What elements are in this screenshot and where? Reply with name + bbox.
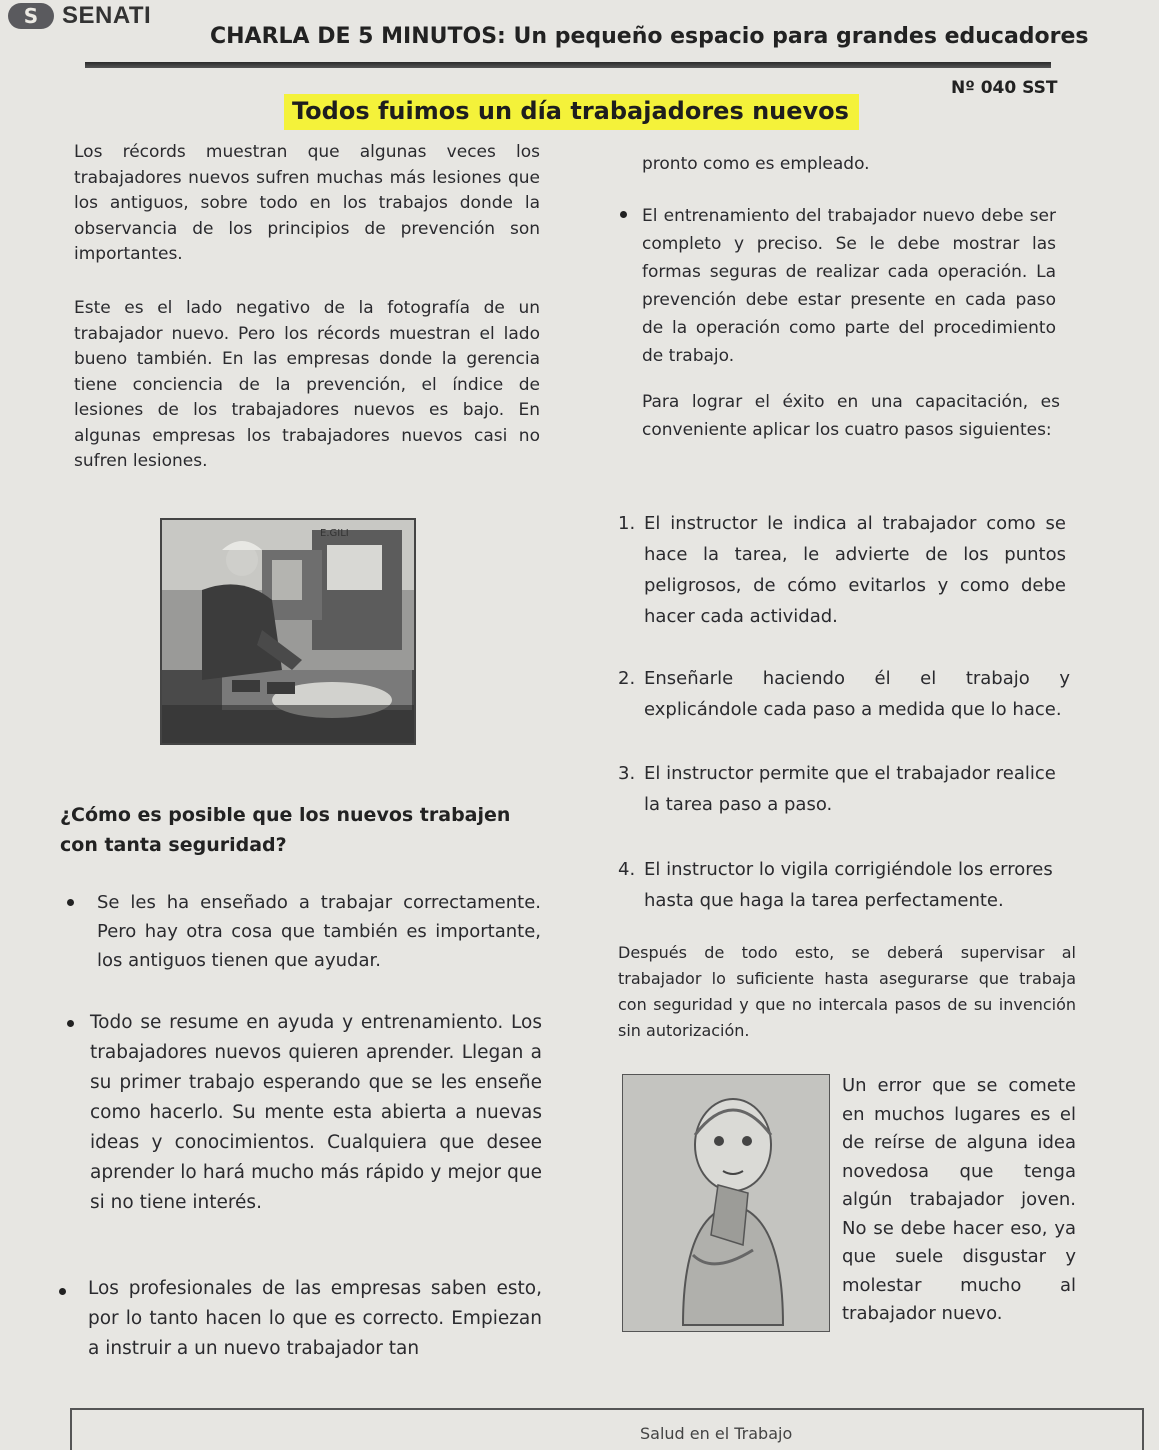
step-3-text: El instructor permite que el trabajador realice la tarea paso a paso. — [644, 763, 1056, 815]
photo-sign-text: E.GILI — [320, 528, 349, 539]
left-bullet-3: Los profesionales de las empresas saben esto, por lo tanto hacen lo que es correcto. Empiezan a instruir a un nuevo trabajador tan — [88, 1278, 542, 1359]
senati-logo — [8, 2, 151, 30]
step-3-number: 3. — [618, 763, 636, 784]
right-paragraph-1: pronto como es empleado. — [642, 154, 870, 174]
footer-text: Salud en el Trabajo — [640, 1424, 793, 1443]
talk-number: Nº 040 SST — [951, 78, 1058, 98]
right-paragraph-4: Un error que se comete en muchos lugares es el de reírse de alguna idea novedosa que tenga algún trabajador joven. No se debe hacer eso, ya que suele disgustar y molestar mucho al trabajador nuevo. — [842, 1075, 1076, 1324]
left-paragraph-2: Este es el lado negativo de la fotografía de un trabajador nuevo. Pero los récords muestran el lado bueno también. En las empresas donde la gerencia tiene conciencia de la prevención, el índice de lesiones de los trabajadores nuevos es bajo. En algunas empresas los trabajadores nuevos casi no sufren lesiones. — [74, 298, 540, 471]
footer-box — [70, 1408, 1144, 1450]
right-bullet-1: El entrenamiento del trabajador nuevo debe ser completo y preciso. Se le debe mostrar las formas seguras de realizar cada operación. La prevención debe estar presente en cada paso de la operación como parte del procedimiento de trabajo. — [642, 206, 1056, 366]
step-1-text: El instructor le indica al trabajador como se hace la tarea, le advierte de los puntos peligrosos, de cómo evitarlos y como debe hacer cada actividad. — [644, 513, 1066, 627]
header-title: CHARLA DE 5 MINUTOS: Un pequeño espacio para grandes educadores — [210, 24, 1089, 49]
left-bullet-1: Se les ha enseñado a trabajar correctamente. Pero hay otra cosa que también es importante, los antiguos tienen que ayudar. — [97, 892, 541, 971]
right-paragraph-2: Para lograr el éxito en una capacitación, es conveniente aplicar los cuatro pasos siguientes: — [642, 392, 1060, 440]
headline: Todos fuimos un día trabajadores nuevos — [284, 94, 859, 130]
left-bullet-2 — [90, 1008, 542, 1218]
bullet-dot — [620, 211, 627, 218]
step-1-number: 1. — [618, 513, 636, 534]
step-4-text: El instructor lo vigila corrigiéndole los errores hasta que haga la tarea perfectamente. — [644, 859, 1053, 911]
thinking-person-illustration — [623, 1075, 829, 1331]
left-paragraph-1: Los récords muestran que algunas veces los trabajadores nuevos sufren muchas más lesiones que los antiguos, sobre todo en los trabajos donde la observancia de los principios de prevención son importantes. — [74, 142, 540, 264]
bullet-dot — [67, 1020, 74, 1027]
step-2-text: Enseñarle haciendo él el trabajo y explicándole cada paso a medida que lo hace. — [644, 668, 1070, 720]
section-question: ¿Cómo es posible que los nuevos trabajen con tanta seguridad? — [60, 804, 511, 856]
bullet-dot — [67, 899, 74, 906]
header-rule — [85, 62, 1051, 68]
left-bullet-2-text: Todo se resume en ayuda y entrenamiento. Los trabajadores nuevos quieren aprender. Llegan a su primer trabajo esperando que se les enseñe como hacerlo. Su mente esta abierta a nuevas ideas y conocimientos. Cualquiera que desee aprender lo hará mucho más rápido y mejor que si no tiene interés. — [90, 1012, 542, 1213]
right-paragraph-3: Después de todo esto, se deberá supervisar al trabajador lo suficiente hasta asegurarse que trabaja con seguridad y que no intercala pasos de su invención sin autorización. — [618, 943, 1076, 1040]
thinking-person-photo — [622, 1074, 830, 1332]
worker-machine-illustration — [162, 520, 414, 743]
senati-logo-text: SENATI — [62, 2, 152, 29]
worker-machine-photo — [160, 518, 416, 745]
step-4-number: 4. — [618, 859, 636, 880]
senati-logo-mark: S — [8, 3, 54, 29]
step-2-number: 2. — [618, 668, 636, 689]
bullet-dot — [59, 1288, 66, 1295]
